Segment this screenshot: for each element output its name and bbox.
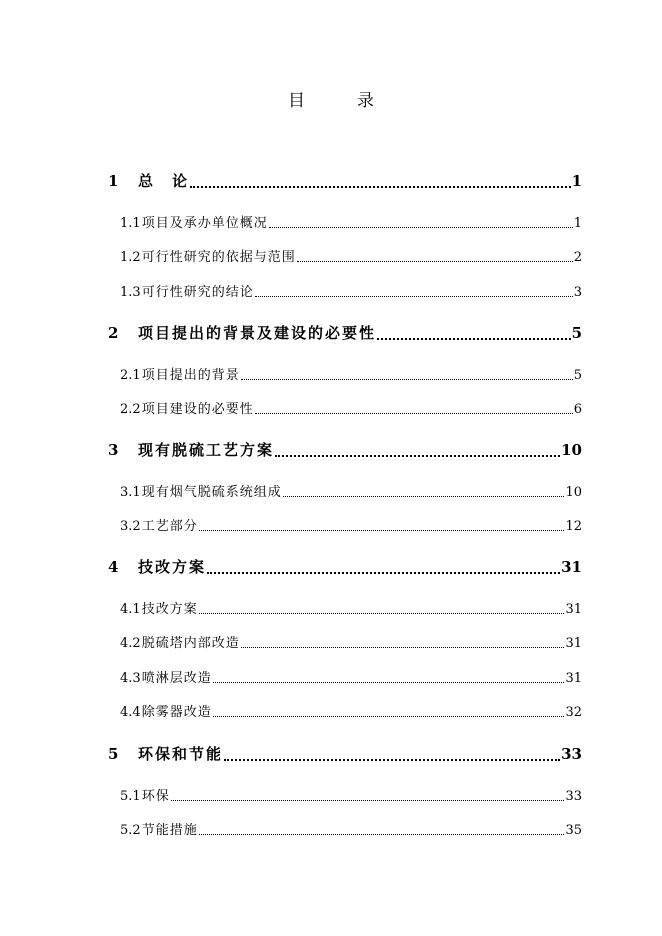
section-title: 可行性研究的结论 xyxy=(141,285,254,300)
section-number: 1.1 xyxy=(120,216,141,231)
toc-section-4-2[interactable] xyxy=(120,632,582,651)
page-number: 32 xyxy=(565,705,582,720)
page-number: 3 xyxy=(573,285,582,300)
page-number: 5 xyxy=(571,324,582,342)
page-number: 31 xyxy=(565,636,582,651)
page-number: 35 xyxy=(565,823,582,838)
toc-section-1-1[interactable] xyxy=(120,212,582,231)
toc-section-2-1[interactable] xyxy=(120,364,582,383)
page-number: 33 xyxy=(565,789,582,804)
section-title: 技改方案 xyxy=(141,602,198,617)
page-number: 2 xyxy=(573,250,582,265)
toc-section-1-3[interactable] xyxy=(120,281,582,300)
toc-section-5-1[interactable] xyxy=(120,785,582,804)
section-title: 节能措施 xyxy=(141,823,198,838)
toc-chapter-5[interactable] xyxy=(108,743,582,764)
section-number: 5.1 xyxy=(120,789,141,804)
toc-chapter-2[interactable] xyxy=(108,322,582,343)
dot-leader xyxy=(190,186,571,188)
chapter-title: 总 论 xyxy=(138,172,190,190)
toc-section-1-2[interactable] xyxy=(120,246,582,265)
dot-leader xyxy=(213,682,565,683)
chapter-number: 3 xyxy=(108,441,119,459)
chapter-number: 5 xyxy=(108,745,119,763)
section-number: 1.2 xyxy=(120,250,141,265)
toc-chapter-1[interactable] xyxy=(108,170,582,191)
section-number: 4.1 xyxy=(120,602,141,617)
section-number: 2.2 xyxy=(120,402,141,417)
section-number: 4.4 xyxy=(120,705,141,720)
toc-section-5-2[interactable] xyxy=(120,819,582,838)
page-number: 31 xyxy=(561,558,582,576)
dot-leader xyxy=(255,296,573,297)
toc-section-2-2[interactable] xyxy=(120,398,582,417)
toc-section-4-4[interactable] xyxy=(120,701,582,720)
page-number: 10 xyxy=(565,485,582,500)
dot-leader xyxy=(275,455,560,457)
chapter-title: 项目提出的背景及建设的必要性 xyxy=(138,324,377,342)
section-title: 项目建设的必要性 xyxy=(141,402,254,417)
page-number: 10 xyxy=(561,441,582,459)
section-number: 2.1 xyxy=(120,368,141,383)
toc-section-4-1[interactable] xyxy=(120,598,582,617)
section-title: 除雾器改造 xyxy=(141,705,212,720)
dot-leader xyxy=(199,613,565,614)
title-part-2: 录 xyxy=(357,91,374,111)
dot-leader xyxy=(213,716,565,717)
dot-leader xyxy=(241,647,565,648)
dot-leader xyxy=(171,800,565,801)
section-title: 项目提出的背景 xyxy=(141,368,240,383)
chapter-number: 4 xyxy=(108,558,119,576)
toc-section-4-3[interactable] xyxy=(120,667,582,686)
section-title: 项目及承办单位概况 xyxy=(141,216,268,231)
section-number: 3.2 xyxy=(120,519,141,534)
dot-leader xyxy=(199,834,565,835)
section-number: 5.2 xyxy=(120,823,141,838)
section-number: 4.2 xyxy=(120,636,141,651)
section-title: 现有烟气脱硫系统组成 xyxy=(141,485,282,500)
section-title: 脱硫塔内部改造 xyxy=(141,636,240,651)
section-title: 环保 xyxy=(141,789,170,804)
dot-leader xyxy=(377,338,571,340)
toc-chapter-3[interactable] xyxy=(108,439,582,460)
dot-leader xyxy=(241,379,573,380)
title-part-1: 目 xyxy=(288,91,305,111)
section-title: 工艺部分 xyxy=(141,519,198,534)
chapter-title: 环保和节能 xyxy=(138,745,224,763)
section-number: 3.1 xyxy=(120,485,141,500)
dot-leader xyxy=(269,227,573,228)
dot-leader xyxy=(283,496,565,497)
chapter-title: 现有脱硫工艺方案 xyxy=(138,441,275,459)
page-number: 6 xyxy=(573,402,582,417)
dot-leader xyxy=(224,759,560,761)
section-title: 喷淋层改造 xyxy=(141,671,212,686)
dot-leader xyxy=(297,261,573,262)
section-title: 可行性研究的依据与范围 xyxy=(141,250,296,265)
section-number: 4.3 xyxy=(120,671,141,686)
dot-leader xyxy=(207,572,560,574)
dot-leader xyxy=(255,413,573,414)
chapter-number: 2 xyxy=(108,324,119,342)
page-number: 33 xyxy=(561,745,582,763)
toc-chapter-4[interactable] xyxy=(108,556,582,577)
page-number: 31 xyxy=(565,671,582,686)
section-number: 1.3 xyxy=(120,285,141,300)
chapter-number: 1 xyxy=(108,172,119,190)
toc-section-3-2[interactable] xyxy=(120,515,582,534)
page-number: 1 xyxy=(571,172,582,190)
page-number: 5 xyxy=(573,368,582,383)
chapter-title: 技改方案 xyxy=(138,558,207,576)
toc-section-3-1[interactable] xyxy=(120,481,582,500)
dot-leader xyxy=(199,530,565,531)
page-number: 12 xyxy=(565,519,582,534)
page-number: 31 xyxy=(565,602,582,617)
page-number: 1 xyxy=(573,216,582,231)
